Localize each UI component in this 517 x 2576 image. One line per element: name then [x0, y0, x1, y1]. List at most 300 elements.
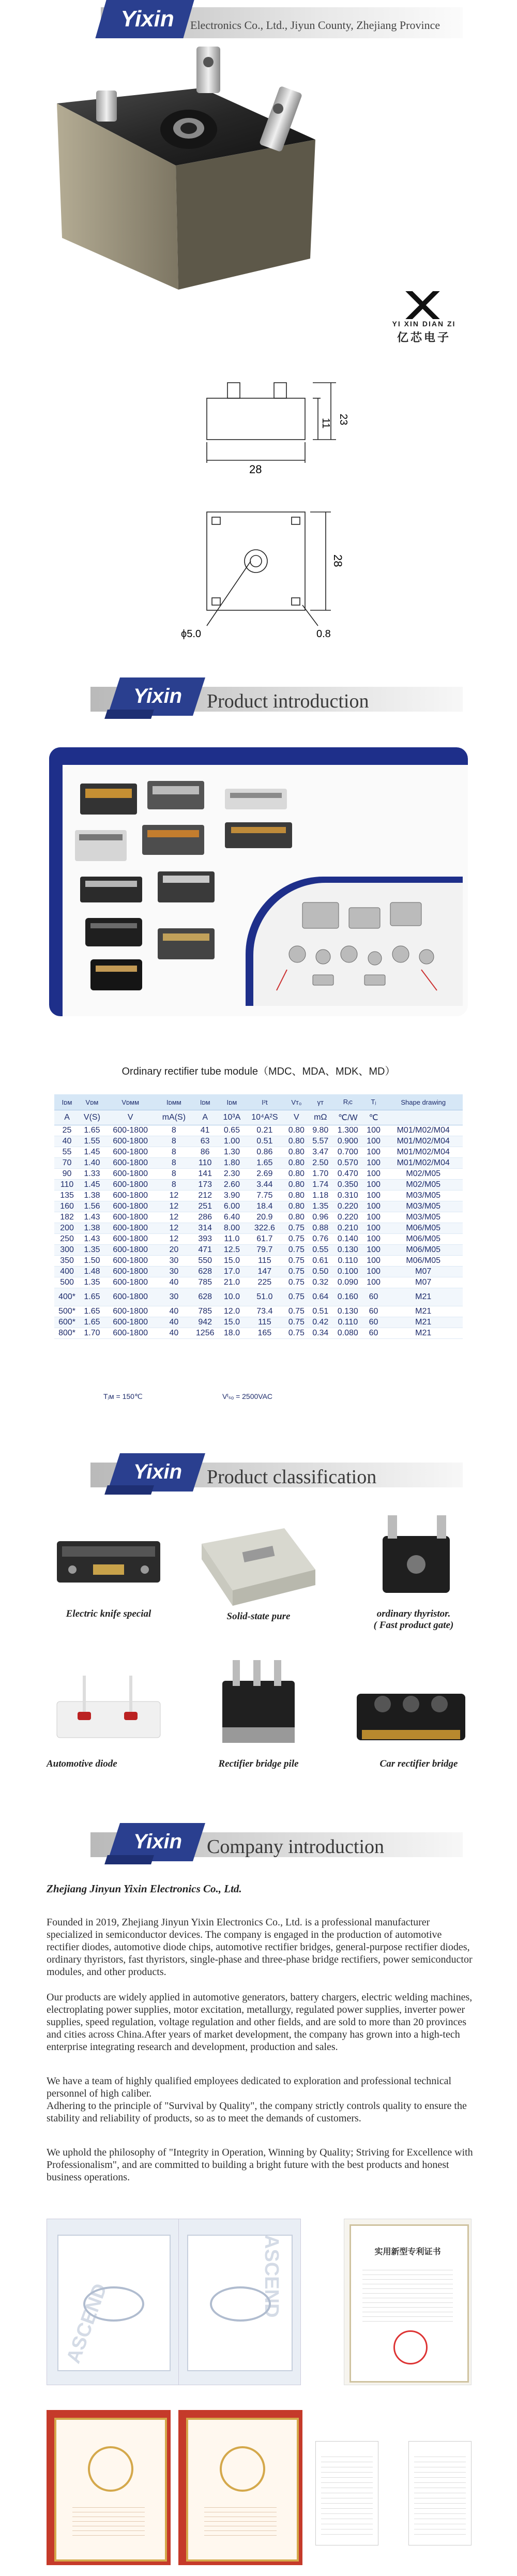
table-cell: 1.40 [80, 1158, 104, 1169]
table-header-cell: Vᴛ₀ [284, 1094, 308, 1110]
dim-pin: 0.8 [316, 628, 331, 640]
table-cell: 8 [157, 1125, 192, 1136]
table-cell: 0.61 [309, 1256, 332, 1267]
table-cell: 40 [157, 1317, 192, 1328]
table-cell: M01/M02/M04 [384, 1158, 463, 1169]
table-cell: 0.80 [284, 1158, 308, 1169]
table-cell: 60 [363, 1306, 384, 1317]
table-cell: 7.75 [245, 1191, 285, 1201]
table-cell: 600-1800 [104, 1158, 157, 1169]
table-footer-tj: Tⱼᴍ = 150℃ [103, 1392, 143, 1400]
table-cell: 600-1800 [104, 1234, 157, 1245]
table-cell: 0.75 [284, 1256, 308, 1267]
table-cell: 600-1800 [104, 1317, 157, 1328]
table-cell: 0.21 [245, 1125, 285, 1136]
table-cell: M21 [384, 1317, 463, 1328]
table-cell: 2.69 [245, 1169, 285, 1180]
table-cell: 0.51 [245, 1136, 285, 1147]
table-header-cell: I²t [245, 1094, 285, 1110]
table-cell: 51.0 [245, 1288, 285, 1306]
table-unit-cell: V(S) [80, 1110, 104, 1125]
table-cell: 1.33 [80, 1169, 104, 1180]
table-cell: 12.0 [219, 1306, 245, 1317]
company-paragraph-4: We uphold the philosophy of "Integrity in Operation, Winning by Quality; Striving for Excellence with Professionalism", and are committed to building a bright future with the best products and honest business operations. [47, 2147, 473, 2183]
table-cell: 100 [363, 1158, 384, 1169]
table-cell: 0.75 [284, 1317, 308, 1328]
table-cell: 63 [191, 1136, 219, 1147]
table-cell: 0.900 [332, 1136, 363, 1147]
table-cell: 0.55 [309, 1245, 332, 1256]
table-row [54, 1328, 463, 1339]
table-cell: 0.76 [309, 1234, 332, 1245]
table-cell: 1.35 [309, 1201, 332, 1212]
section-banner-company [0, 1813, 517, 1870]
table-row [54, 1288, 463, 1306]
certificate-image [47, 2219, 179, 2385]
cert-watermark: ASCEND [63, 2281, 112, 2367]
product-label: Electric knife special [66, 1608, 151, 1619]
table-header-cell: Rⱼᴄ [332, 1094, 363, 1110]
table-cell: 115 [245, 1256, 285, 1267]
diodes-photo [266, 892, 458, 1001]
table-cell: 30 [157, 1256, 192, 1267]
table-cell: 600-1800 [104, 1125, 157, 1136]
table-cell: 0.64 [309, 1288, 332, 1306]
table-cell: 15.0 [219, 1256, 245, 1267]
table-cell: 100 [363, 1223, 384, 1234]
dim-side: 28 [331, 554, 344, 567]
table-cell: 0.570 [332, 1158, 363, 1169]
table-cell: 250 [54, 1234, 80, 1245]
table-row [54, 1234, 463, 1245]
company-name: Zhejiang Jinyun Yixin Electronics Co., Ltd. [47, 1882, 242, 1895]
table-cell: M03/M05 [384, 1191, 463, 1201]
table-unit-cell: A [191, 1110, 219, 1125]
table-cell: 286 [191, 1212, 219, 1223]
table-cell: 0.75 [284, 1306, 308, 1317]
patent-certificate-image [344, 2219, 472, 2385]
table-cell: 1.35 [80, 1245, 104, 1256]
table-cell: 40 [157, 1328, 192, 1339]
section-title-company: Company introduction [207, 1836, 385, 1858]
table-cell: 1.70 [309, 1169, 332, 1180]
table-cell: 600-1800 [104, 1180, 157, 1191]
table-cell: 0.75 [284, 1288, 308, 1306]
table-cell: M06/M05 [384, 1256, 463, 1267]
table-unit-cell: mA(S) [157, 1110, 192, 1125]
table-cell: 600-1800 [104, 1169, 157, 1180]
table-cell: 471 [191, 1245, 219, 1256]
table-cell: 0.220 [332, 1201, 363, 1212]
table-cell: 600-1800 [104, 1328, 157, 1339]
table-cell: 1.65 [80, 1288, 104, 1306]
table-cell: 2.50 [309, 1158, 332, 1169]
certificate-image [408, 2441, 472, 2545]
product-automotive-diode-image [47, 1665, 171, 1753]
table-cell: 12 [157, 1191, 192, 1201]
table-cell: 15.0 [219, 1317, 245, 1328]
table-cell: 5.57 [309, 1136, 332, 1147]
table-cell: 1.80 [219, 1158, 245, 1169]
table-cell: 0.50 [309, 1267, 332, 1277]
table-cell: 60 [363, 1288, 384, 1306]
table-cell: 100 [363, 1245, 384, 1256]
table-cell: 400 [54, 1267, 80, 1277]
table-cell: 0.96 [309, 1212, 332, 1223]
table-cell: 12.5 [219, 1245, 245, 1256]
table-cell: 25 [54, 1125, 80, 1136]
cert-watermark: ASCEND [261, 2235, 282, 2318]
table-row [54, 1201, 463, 1212]
table-cell: 1.45 [80, 1147, 104, 1158]
table-cell: 3.47 [309, 1147, 332, 1158]
table-cell: 225 [245, 1277, 285, 1288]
table-cell: 30 [157, 1267, 192, 1277]
table-cell: 1.30 [219, 1147, 245, 1158]
table-cell: 8 [157, 1136, 192, 1147]
table-cell: 322.6 [245, 1223, 285, 1234]
table-cell: 1.43 [80, 1212, 104, 1223]
table-cell: 0.350 [332, 1180, 363, 1191]
product-label: ordinary thyristor. ( Fast product gate) [373, 1608, 454, 1631]
table-cell: 41 [191, 1125, 219, 1136]
table-cell: 1.65 [80, 1317, 104, 1328]
table-cell: 0.65 [219, 1125, 245, 1136]
table-cell: 0.75 [284, 1245, 308, 1256]
table-cell: 600-1800 [104, 1201, 157, 1212]
table-cell: 0.130 [332, 1245, 363, 1256]
table-cell: 1.65 [80, 1125, 104, 1136]
table-cell: 600-1800 [104, 1306, 157, 1317]
table-cell: 0.700 [332, 1147, 363, 1158]
dim-width: 28 [249, 463, 262, 476]
section-banner-classification [0, 1443, 517, 1500]
table-row [54, 1245, 463, 1256]
table-cell: 0.75 [284, 1267, 308, 1277]
product-collage [49, 747, 468, 1016]
table-cell: M21 [384, 1288, 463, 1306]
table-cell: 0.88 [309, 1223, 332, 1234]
table-header-cell: Iᴅᴍ [191, 1094, 219, 1110]
logo-chinese: 亿芯电子 [397, 332, 451, 344]
table-cell: 18.0 [219, 1328, 245, 1339]
table-cell: M07 [384, 1277, 463, 1288]
product-label: Rectifier bridge pile [218, 1758, 299, 1769]
patent-title: 实用新型专利证书 [374, 2247, 441, 2256]
product-label: Automotive diode [47, 1758, 117, 1769]
table-cell: 0.80 [284, 1212, 308, 1223]
table-cell: 8.00 [219, 1223, 245, 1234]
table-cell: 40 [54, 1136, 80, 1147]
table-cell: 100 [363, 1267, 384, 1277]
table-cell: 600-1800 [104, 1191, 157, 1201]
table-cell: 600-1800 [104, 1267, 157, 1277]
table-cell: 600-1800 [104, 1223, 157, 1234]
table-cell: 0.220 [332, 1212, 363, 1223]
product-thyristor-image [352, 1505, 476, 1608]
table-cell: 400* [54, 1288, 80, 1306]
table-cell: 100 [363, 1180, 384, 1191]
table-cell: 628 [191, 1288, 219, 1306]
table-cell: 600-1800 [104, 1256, 157, 1267]
table-cell: 60 [363, 1328, 384, 1339]
table-header-cell: Vᴅᴍᴍ [104, 1094, 157, 1110]
product-label: Solid-state pure [226, 1611, 291, 1622]
bridge-rectifier-photo [47, 41, 336, 295]
table-cell: 1256 [191, 1328, 219, 1339]
table-cell: 1.45 [80, 1180, 104, 1191]
table-cell: 86 [191, 1147, 219, 1158]
table-header-row [54, 1094, 463, 1110]
table-cell: 1.65 [80, 1306, 104, 1317]
table-cell: 0.130 [332, 1306, 363, 1317]
table-unit-cell: ℃/W [332, 1110, 363, 1125]
table-cell: 600* [54, 1317, 80, 1328]
table-cell: 8 [157, 1180, 192, 1191]
table-cell: 0.80 [284, 1136, 308, 1147]
certificate-image [178, 2219, 301, 2385]
table-cell: 0.80 [284, 1191, 308, 1201]
table-header-cell: Vᴅᴍ [80, 1094, 104, 1110]
table-cell: 785 [191, 1306, 219, 1317]
table-unit-cell [384, 1110, 463, 1125]
table-cell: 0.42 [309, 1317, 332, 1328]
table-cell: 550 [191, 1256, 219, 1267]
table-unit-cell: V [284, 1110, 308, 1125]
table-cell: 12 [157, 1212, 192, 1223]
table-cell: M01/M02/M04 [384, 1136, 463, 1147]
table-row [54, 1191, 463, 1201]
table-cell: 100 [363, 1256, 384, 1267]
table-cell: 251 [191, 1201, 219, 1212]
table-row [54, 1267, 463, 1277]
product-rectifier-bridge-image [202, 1650, 315, 1758]
table-cell: 90 [54, 1169, 80, 1180]
table-unit-cell: ℃ [363, 1110, 384, 1125]
table-cell: 100 [363, 1201, 384, 1212]
table-cell: 79.7 [245, 1245, 285, 1256]
table-cell: 600-1800 [104, 1245, 157, 1256]
banner-brand: Yixin [133, 685, 183, 707]
table-cell: 1.56 [80, 1201, 104, 1212]
table-cell: 0.100 [332, 1267, 363, 1277]
table-cell: 21.0 [219, 1277, 245, 1288]
logo-pinyin: YI XIN DIAN ZI [392, 320, 456, 328]
company-paragraph-3: We have a team of highly qualified employees dedicated to exploration and professional technical personnel of high caliber. Adhering to the principle of "Survival by Quality", the company strictly controls quality to ensure the stability and reliability of products, so as to meet the demands of customers. [47, 2075, 467, 2124]
table-cell: 12 [157, 1201, 192, 1212]
table-cell: 0.75 [284, 1223, 308, 1234]
table-cell: 17.0 [219, 1267, 245, 1277]
table-cell: 100 [363, 1191, 384, 1201]
table-cell: 12 [157, 1223, 192, 1234]
table-row [54, 1180, 463, 1191]
table-cell: 100 [363, 1125, 384, 1136]
table-cell: 135 [54, 1191, 80, 1201]
section-banner-intro [0, 667, 517, 724]
table-cell: 314 [191, 1223, 219, 1234]
table-header-cell: Iᴅᴍ [54, 1094, 80, 1110]
dim-height-total: 23 [338, 414, 349, 426]
table-cell: M03/M05 [384, 1212, 463, 1223]
table-cell: 8 [157, 1158, 192, 1169]
header-brand: Yixin [120, 6, 174, 32]
table-cell: 212 [191, 1191, 219, 1201]
table-row [54, 1158, 463, 1169]
company-paragraph-2: Our products are widely applied in automotive generators, battery chargers, electric welding machines, electroplating power supplies, motor excitation, metallurgy, regulated power supplies, inverter power supplies, speed regulation, voltage regulation and other fields, and are sold to more than 20 provinces and cities across China.After years of market development, the company has grown into a high-tech enterprise integrating research and development, production and sales. [47, 1992, 473, 2053]
table-cell: 2.30 [219, 1169, 245, 1180]
table-cell: 100 [363, 1169, 384, 1180]
table-cell: 1.50 [80, 1256, 104, 1267]
table-cell: M06/M05 [384, 1245, 463, 1256]
table-cell: 1.65 [245, 1158, 285, 1169]
table-cell: M03/M05 [384, 1201, 463, 1212]
table-header-cell: Iᴅᴍᴍ [157, 1094, 192, 1110]
table-units-row [54, 1110, 463, 1125]
table-cell: 500* [54, 1306, 80, 1317]
table-cell: 70 [54, 1158, 80, 1169]
table-cell: 0.32 [309, 1277, 332, 1288]
table-row [54, 1256, 463, 1267]
table-cell: 3.90 [219, 1191, 245, 1201]
table-cell: 6.00 [219, 1201, 245, 1212]
table-row [54, 1317, 463, 1328]
table-cell: 8 [157, 1169, 192, 1180]
table-cell: 942 [191, 1317, 219, 1328]
table-cell: 2.60 [219, 1180, 245, 1191]
table-row [54, 1169, 463, 1180]
table-cell: M21 [384, 1306, 463, 1317]
table-cell: 1.43 [80, 1234, 104, 1245]
table-cell: 0.51 [309, 1306, 332, 1317]
table-cell: 350 [54, 1256, 80, 1267]
table-cell: 1.74 [309, 1180, 332, 1191]
table-cell: 3.44 [245, 1180, 285, 1191]
table-cell: 40 [157, 1306, 192, 1317]
product-car-rectifier-image [346, 1663, 476, 1756]
table-cell: 61.7 [245, 1234, 285, 1245]
table-row [54, 1136, 463, 1147]
table-cell: M06/M05 [384, 1223, 463, 1234]
table-cell: 300 [54, 1245, 80, 1256]
table-cell: 9.80 [309, 1125, 332, 1136]
table-cell: 165 [245, 1328, 285, 1339]
table-cell: 173 [191, 1180, 219, 1191]
certificate-image [47, 2410, 171, 2565]
table-cell: 1.300 [332, 1125, 363, 1136]
table-cell: 500 [54, 1277, 80, 1288]
section-title-classification: Product classification [207, 1466, 377, 1488]
table-cell: 10.0 [219, 1288, 245, 1306]
table-cell: 110 [54, 1180, 80, 1191]
table-cell: 100 [363, 1277, 384, 1288]
table-unit-cell: 10³A [219, 1110, 245, 1125]
table-cell: 100 [363, 1147, 384, 1158]
table-cell: 20 [157, 1245, 192, 1256]
dim-height-inner: 11 [320, 418, 331, 429]
table-cell: 160 [54, 1201, 80, 1212]
table-cell: 1.70 [80, 1328, 104, 1339]
table-cell: 20.9 [245, 1212, 285, 1223]
header-company-line: Electronics Co., Ltd., Jiyun County, Zhejiang Province [190, 19, 440, 32]
table-row [54, 1147, 463, 1158]
dim-hole: ϕ5.0 [181, 628, 202, 640]
table-cell: 0.110 [332, 1317, 363, 1328]
table-cell: 0.080 [332, 1328, 363, 1339]
table-unit-cell: mΩ [309, 1110, 332, 1125]
table-cell: M02/M05 [384, 1180, 463, 1191]
table-cell: 600-1800 [104, 1277, 157, 1288]
table-header-cell: Iᴅᴍ [219, 1094, 245, 1110]
table-cell: 8 [157, 1147, 192, 1158]
table-row [54, 1223, 463, 1234]
table-cell: 0.80 [284, 1180, 308, 1191]
spec-table [54, 1094, 463, 1339]
table-row [54, 1277, 463, 1288]
table-cell: M02/M05 [384, 1169, 463, 1180]
table-cell: 182 [54, 1212, 80, 1223]
table-cell: 1.35 [80, 1277, 104, 1288]
table-cell: 141 [191, 1169, 219, 1180]
table-cell: 200 [54, 1223, 80, 1234]
table-header-cell: Shape drawing [384, 1094, 463, 1110]
table-cell: 73.4 [245, 1306, 285, 1317]
table-cell: 0.210 [332, 1223, 363, 1234]
table-footer-viso: Vᴵₛₒ = 2500VAC [222, 1392, 273, 1400]
table-cell: 110 [191, 1158, 219, 1169]
table-cell: 1.38 [80, 1223, 104, 1234]
section-title-intro: Product introduction [207, 690, 369, 712]
dimension-drawing [176, 357, 403, 646]
table-header-cell: Tⱼ [363, 1094, 384, 1110]
table-cell: 1.48 [80, 1267, 104, 1277]
table-cell: 785 [191, 1277, 219, 1288]
banner-brand: Yixin [133, 1830, 183, 1853]
table-unit-cell: A [54, 1110, 80, 1125]
table-cell: M01/M02/M04 [384, 1147, 463, 1158]
table-header-cell: γᴛ [309, 1094, 332, 1110]
table-unit-cell: 10⁴A²S [245, 1110, 285, 1125]
table-cell: 1.55 [80, 1136, 104, 1147]
table-cell: M06/M05 [384, 1234, 463, 1245]
product-electric-knife-image [47, 1520, 171, 1603]
table-cell: 6.40 [219, 1212, 245, 1223]
table-cell: 115 [245, 1317, 285, 1328]
table-cell: 1.18 [309, 1191, 332, 1201]
table-cell: 100 [363, 1212, 384, 1223]
certificate-image [178, 2410, 302, 2565]
table-cell: 0.470 [332, 1169, 363, 1180]
table-row [54, 1125, 463, 1136]
table-cell: 0.310 [332, 1191, 363, 1201]
table-cell: 600-1800 [104, 1136, 157, 1147]
table-cell: 100 [363, 1234, 384, 1245]
table-cell: M21 [384, 1328, 463, 1339]
table-cell: 11.0 [219, 1234, 245, 1245]
table-cell: 0.80 [284, 1201, 308, 1212]
table-cell: 0.75 [284, 1328, 308, 1339]
table-cell: 0.34 [309, 1328, 332, 1339]
table-cell: 0.110 [332, 1256, 363, 1267]
table-row [54, 1212, 463, 1223]
table-cell: 393 [191, 1234, 219, 1245]
table-cell: 60 [363, 1317, 384, 1328]
table-cell: 0.160 [332, 1288, 363, 1306]
table-cell: M07 [384, 1267, 463, 1277]
table-row [54, 1306, 463, 1317]
table-cell: 0.75 [284, 1277, 308, 1288]
product-label: Car rectifier bridge [379, 1758, 458, 1769]
table-cell: 600-1800 [104, 1212, 157, 1223]
